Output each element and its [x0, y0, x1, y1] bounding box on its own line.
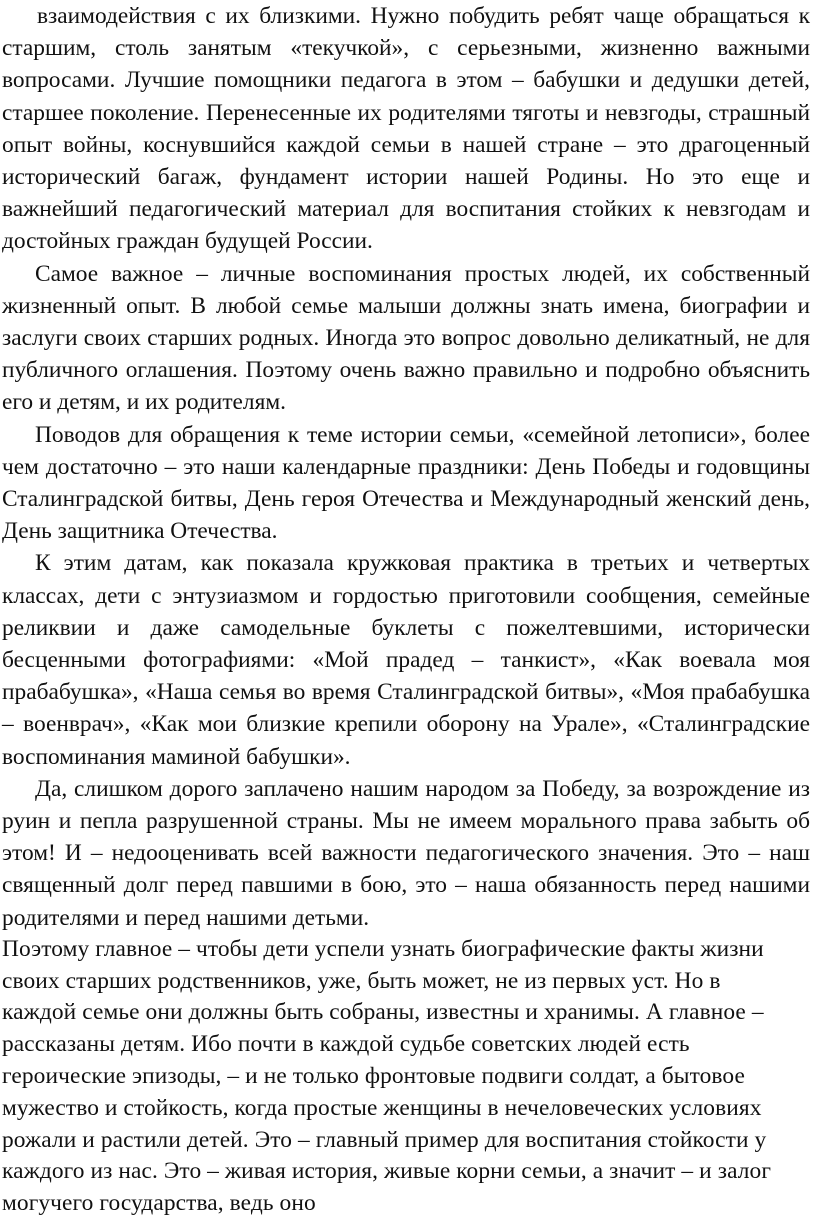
- paragraph-family-chronicle-occasions: Поводов для обращения к теме истории семьи, «семейной летописи», более чем достаточно – это наши календарные праздники: День Победы и годовщины Сталинградской битвы, День героя Отечества и Международный женский день, День защитника Отечества.: [2, 421, 810, 545]
- paragraph-victory-price: Да, слишком дорого заплачено нашим народом за Победу, за возрождение из руин и пепла разрушенной страны. Мы не имеем морального права забыть об этом! И – недооценивать всей важности педагогического значения. Это – наш священный долг перед павшими в бою, это – наша обязанность перед нашими родителями и перед нашими детьми.: [2, 775, 810, 931]
- text-line: героические эпизоды, – и не только фронтовые подвиги солдат, а бытовое: [2, 1063, 745, 1090]
- text-line: рожали и растили детей. Это – главный пример для воспитания стойкости у: [2, 1126, 767, 1153]
- text-line: каждой семье они должны быть собраны, известны и хранимы. А главное –: [2, 999, 764, 1026]
- text-line: Поэтому главное – чтобы дети успели узнать биографические факты жизни: [2, 935, 764, 962]
- text-line: рассказаны детям. Ибо почти в каждой судьбе советских людей есть: [2, 1031, 690, 1058]
- document-page: [2, 0, 810, 1220]
- paragraph-family-interaction: взаимодействия с их близкими. Нужно побудить ребят чаще обращаться к старшим, столь занятым «текучкой», с серьезными, жизненно важными вопросами. Лучшие помощники педагога в этом – бабушки и дедушки детей, старшее поколение. Перенесенные их родителями тяготы и невзгоды, страшный опыт войны, коснувшийся каждой семьи в нашей стране – это драгоценный исторический багаж, фундамент истории нашей Родины. Но это еще и важнейший педагогический материал для воспитания стойких к невзгодам и достойных граждан будущей России.: [2, 3, 810, 255]
- paragraph-personal-memories: Самое важное – личные воспоминания простых людей, их собственный жизненный опыт. В любой семье малыши должны знать имена, биографии и заслуги своих старших родных. Иногда это вопрос довольно деликатный, не для публичного оглашения. Поэтому очень важно правильно и подробно объяснить его и детям, и их родителям.: [2, 260, 810, 416]
- paragraph-main-goal: [2, 934, 810, 1220]
- paragraph-club-practice: К этим датам, как показала кружковая практика в третьих и четвертых классах, дети с энтузиазмом и гордостью приготовили сообщения, семейные реликвии и даже самодельные буклеты с пожелтевшими, исторически бесценными фотографиями: «Мой прадед – танкист», «Как воевала моя прабабушка», «Наша семья во время Сталинградской битвы», «Моя прабабушка – военврач», «Как мои близкие крепили оборону на Урале», «Сталинградские воспоминания маминой бабушки».: [2, 550, 810, 770]
- text-line: каждого из нас. Это – живая история, живые корни семьи, а значит – и залог: [2, 1158, 772, 1185]
- text-line: своих старших родственников, уже, быть может, не из первых уст. Но в: [2, 967, 721, 994]
- text-line: мужество и стойкость, когда простые женщины в нечеловеческих условиях: [2, 1094, 762, 1121]
- text-line: могучего государства, ведь оно: [2, 1190, 316, 1217]
